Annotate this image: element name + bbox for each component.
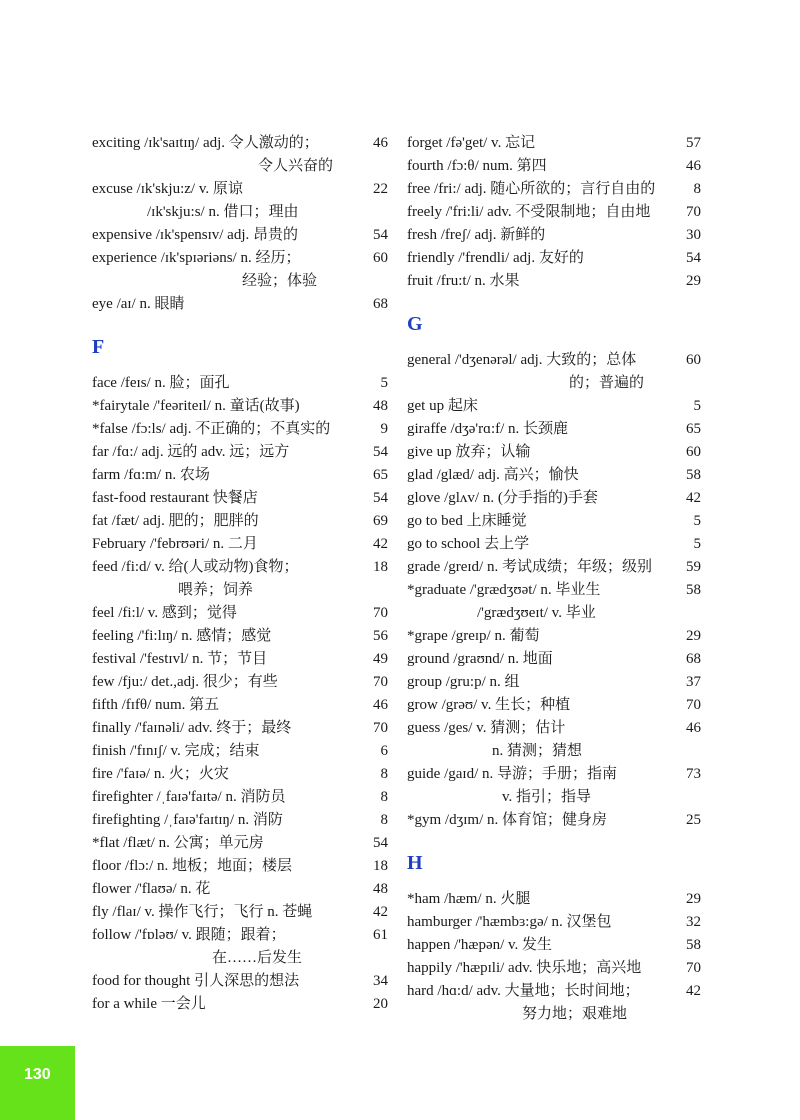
- entry-page-number: 58: [686, 582, 701, 598]
- entry-page-number: 70: [686, 204, 701, 220]
- entry-text: eye /aɪ/ n. 眼睛: [92, 296, 185, 312]
- glossary-entry: [407, 888, 701, 911]
- entry-page-number: 61: [373, 927, 388, 943]
- glossary-entry: [407, 247, 701, 270]
- entry-text: glad /glæd/ adj. 高兴；愉快: [407, 467, 579, 483]
- entry-page-number: 9: [380, 421, 388, 437]
- glossary-entry: [407, 270, 701, 293]
- glossary-entry: [407, 648, 701, 671]
- glossary-entry: [407, 934, 701, 957]
- entry-page-number: 54: [373, 227, 388, 243]
- entry-text: go to bed 上床睡觉: [407, 513, 527, 529]
- glossary-entry: [407, 349, 701, 395]
- entry-text: giraffe /dʒə'rɑ:f/ n. 长颈鹿: [407, 421, 569, 437]
- entry-page-number: 48: [373, 398, 388, 414]
- glossary-entry: [92, 556, 388, 602]
- glossary-entry: [407, 763, 701, 809]
- entry-text: happily /'hæpɪli/ adv. 快乐地；高兴地: [407, 960, 642, 976]
- entry-text: fast-food restaurant 快餐店: [92, 490, 258, 506]
- entry-text: friendly /'frendli/ adj. 友好的: [407, 250, 584, 266]
- entry-page-number: 60: [686, 444, 701, 460]
- entry-page-number: 70: [686, 960, 701, 976]
- glossary-entry: [92, 924, 388, 970]
- entry-page-number: 57: [686, 135, 701, 151]
- glossary-entry: [92, 740, 388, 763]
- entry-continuation: 在……后发生: [212, 950, 303, 966]
- entry-text: expensive /ɪk'spensɪv/ adj. 昂贵的: [92, 227, 299, 243]
- glossary-entry: [407, 155, 701, 178]
- section-letter-g: G: [407, 313, 423, 335]
- glossary-entry: [92, 763, 388, 786]
- glossary-entry: [407, 441, 701, 464]
- entry-text: hard /hɑ:d/ adv. 大量地；长时间地；: [407, 983, 640, 999]
- glossary-entry: [92, 441, 388, 464]
- glossary-entry: [407, 224, 701, 247]
- glossary-entry: [407, 671, 701, 694]
- entry-page-number: 18: [373, 858, 388, 874]
- entry-page-number: 46: [373, 135, 388, 151]
- entry-page-number: 8: [380, 789, 388, 805]
- entry-page-number: 58: [686, 467, 701, 483]
- entry-page-number: 70: [373, 720, 388, 736]
- glossary-entry: [92, 395, 388, 418]
- glossary-entry: [92, 878, 388, 901]
- entry-text: face /feɪs/ n. 脸；面孔: [92, 375, 230, 391]
- entry-page-number: 5: [693, 513, 701, 529]
- entry-page-number: 54: [373, 835, 388, 851]
- entry-page-number: 58: [686, 937, 701, 953]
- glossary-entry: [92, 418, 388, 441]
- entry-page-number: 65: [373, 467, 388, 483]
- entry-text: fly /flaɪ/ v. 操作飞行；飞行 n. 苍蝇: [92, 904, 313, 920]
- entry-text: few /fju:/ det.,adj. 很少；有些: [92, 674, 278, 690]
- entry-page-number: 68: [686, 651, 701, 667]
- section-letter-f: F: [92, 336, 105, 358]
- entry-text: flower /'flaʊə/ n. 花: [92, 881, 211, 897]
- entry-text: *false /fɔ:ls/ adj. 不正确的；不真实的: [92, 421, 331, 437]
- entry-page-number: 73: [686, 766, 701, 782]
- entry-text: feed /fi:d/ v. 给(人或动物)食物；: [92, 559, 299, 575]
- entry-text: exciting /ɪk'saɪtɪŋ/ adj. 令人激动的；: [92, 135, 319, 151]
- entry-page-number: 42: [686, 490, 701, 506]
- entry-text: festival /'festɪvl/ n. 节；节目: [92, 651, 268, 667]
- entry-text: guide /gaɪd/ n. 导游；手册；指南: [407, 766, 617, 782]
- glossary-entry: [407, 464, 701, 487]
- entry-text: go to school 去上学: [407, 536, 530, 552]
- entry-page-number: 49: [373, 651, 388, 667]
- entry-text: food for thought 引人深思的想法: [92, 973, 300, 989]
- entry-page-number: 68: [373, 296, 388, 312]
- entry-page-number: 42: [373, 904, 388, 920]
- entry-text: firefighting /ˌfaɪə'faɪtɪŋ/ n. 消防: [92, 812, 283, 828]
- glossary-entry: [92, 809, 388, 832]
- entry-page-number: 48: [373, 881, 388, 897]
- entry-text: happen /'hæpən/ v. 发生: [407, 937, 553, 953]
- entry-page-number: 54: [373, 444, 388, 460]
- entry-continuation: 的；普遍的: [569, 375, 645, 391]
- entry-page-number: 70: [373, 674, 388, 690]
- glossary-entry: [92, 533, 388, 556]
- entry-page-number: 30: [686, 227, 701, 243]
- entry-text: *flat /flæt/ n. 公寓；单元房: [92, 835, 264, 851]
- entry-page-number: 20: [373, 996, 388, 1012]
- entry-page-number: 32: [686, 914, 701, 930]
- entry-text: general /'dʒenərəl/ adj. 大致的；总体: [407, 352, 637, 368]
- entry-text: fruit /fru:t/ n. 水果: [407, 273, 520, 289]
- entry-text: feel /fi:l/ v. 感到；觉得: [92, 605, 237, 621]
- glossary-entry: [92, 293, 388, 316]
- entry-text: finish /'fɪnɪʃ/ v. 完成；结束: [92, 743, 260, 759]
- entry-page-number: 5: [693, 536, 701, 552]
- entry-page-number: 70: [686, 697, 701, 713]
- glossary-entry: [92, 648, 388, 671]
- glossary-entry: [92, 970, 388, 993]
- entry-page-number: 8: [380, 766, 388, 782]
- entry-text: *fairytale /'feəriteɪl/ n. 童话(故事): [92, 398, 300, 414]
- entry-text: get up 起床: [407, 398, 478, 414]
- glossary-entry: [92, 510, 388, 533]
- right-column: [407, 132, 701, 1026]
- entry-continuation: /ɪk'skju:s/ n. 借口；理由: [147, 204, 299, 220]
- glossary-entry: [92, 625, 388, 648]
- entry-text: far /fɑ:/ adj. 远的 adv. 远；远方: [92, 444, 290, 460]
- entry-text: *grape /greɪp/ n. 葡萄: [407, 628, 540, 644]
- entry-page-number: 56: [373, 628, 388, 644]
- glossary-entry: [407, 201, 701, 224]
- entry-page-number: 18: [373, 559, 388, 575]
- entry-page-number: 37: [686, 674, 701, 690]
- glossary-entry: [407, 957, 701, 980]
- entry-text: fat /fæt/ adj. 肥的；肥胖的: [92, 513, 259, 529]
- entry-page-number: 60: [373, 250, 388, 266]
- glossary-entry: [407, 395, 701, 418]
- glossary-entry: [92, 602, 388, 625]
- glossary-entry: [407, 625, 701, 648]
- entry-text: fifth /fɪfθ/ num. 第五: [92, 697, 220, 713]
- entry-text: floor /flɔ:/ n. 地板；地面；楼层: [92, 858, 292, 874]
- entry-page-number: 29: [686, 891, 701, 907]
- entry-page-number: 5: [693, 398, 701, 414]
- entry-text: experience /ɪk'spɪəriəns/ n. 经历；: [92, 250, 301, 266]
- entry-text: excuse /ɪk'skju:z/ v. 原谅: [92, 181, 243, 197]
- entry-continuation: 经验；体验: [242, 273, 318, 289]
- glossary-entry: [92, 178, 388, 224]
- glossary-entry: [407, 510, 701, 533]
- entry-page-number: 59: [686, 559, 701, 575]
- entry-text: firefighter /ˌfaɪə'faɪtə/ n. 消防员: [92, 789, 286, 805]
- entry-text: hamburger /'hæmbɜ:gə/ n. 汉堡包: [407, 914, 612, 930]
- entry-text: *ham /hæm/ n. 火腿: [407, 891, 531, 907]
- glossary-entry: [92, 464, 388, 487]
- glossary-entry: [92, 901, 388, 924]
- glossary-entry: [92, 855, 388, 878]
- glossary-entry: [92, 993, 388, 1016]
- entry-text: grade /greɪd/ n. 考试成绩；年级；级别: [407, 559, 652, 575]
- entry-text: *graduate /'grædʒʊət/ n. 毕业生: [407, 582, 601, 598]
- entry-page-number: 6: [380, 743, 388, 759]
- entry-text: guess /ges/ v. 猜测；估计: [407, 720, 566, 736]
- glossary-entry: [407, 694, 701, 717]
- entry-page-number: 29: [686, 628, 701, 644]
- entry-text: February /'febrʊəri/ n. 二月: [92, 536, 258, 552]
- entry-page-number: 46: [686, 158, 701, 174]
- entry-text: fire /'faɪə/ n. 火；火灾: [92, 766, 229, 782]
- glossary-entry: [92, 224, 388, 247]
- glossary-entry: [407, 132, 701, 155]
- entry-page-number: 5: [380, 375, 388, 391]
- glossary-entry: [92, 786, 388, 809]
- entry-page-number: 42: [373, 536, 388, 552]
- entry-text: free /fri:/ adj. 随心所欲的；言行自由的: [407, 181, 656, 197]
- glossary-entry: [407, 556, 701, 579]
- entry-page-number: 22: [373, 181, 388, 197]
- entry-continuation: /'grædʒʊeɪt/ v. 毕业: [477, 605, 596, 621]
- entry-page-number: 46: [686, 720, 701, 736]
- entry-text: grow /grəʊ/ v. 生长；种植: [407, 697, 571, 713]
- entry-text: fresh /freʃ/ adj. 新鲜的: [407, 227, 546, 243]
- glossary-entry: [407, 487, 701, 510]
- entry-text: ground /graʊnd/ n. 地面: [407, 651, 553, 667]
- glossary-entry: [407, 980, 701, 1026]
- entry-text: forget /fə'get/ v. 忘记: [407, 135, 536, 151]
- glossary-entry: [407, 533, 701, 556]
- glossary-entry: [407, 178, 701, 201]
- glossary-entry: [92, 717, 388, 740]
- section-letter-h: H: [407, 852, 423, 874]
- entry-continuation: 努力地；艰难地: [522, 1006, 628, 1022]
- entry-page-number: 8: [380, 812, 388, 828]
- entry-page-number: 69: [373, 513, 388, 529]
- glossary-entry: [92, 832, 388, 855]
- entry-continuation: v. 指引；指导: [502, 789, 592, 805]
- entry-page-number: 42: [686, 983, 701, 999]
- entry-text: for a while 一会儿: [92, 996, 206, 1012]
- entry-page-number: 54: [373, 490, 388, 506]
- entry-page-number: 54: [686, 250, 701, 266]
- glossary-entry: [92, 372, 388, 395]
- glossary-entry: [92, 487, 388, 510]
- entry-text: feeling /'fi:lɪŋ/ n. 感情；感觉: [92, 628, 272, 644]
- entry-page-number: 25: [686, 812, 701, 828]
- glossary-entry: [407, 418, 701, 441]
- entry-continuation: 喂养；饲养: [178, 582, 254, 598]
- entry-text: give up 放弃；认输: [407, 444, 531, 460]
- entry-text: fourth /fɔ:θ/ num. 第四: [407, 158, 547, 174]
- entry-text: farm /fɑ:m/ n. 农场: [92, 467, 210, 483]
- glossary-entry: [92, 247, 388, 293]
- entry-page-number: 34: [373, 973, 388, 989]
- glossary-entry: [92, 694, 388, 717]
- glossary-entry: [92, 671, 388, 694]
- entry-continuation: 令人兴奋的: [258, 158, 334, 174]
- glossary-entry: [92, 132, 388, 178]
- glossary-entry: [407, 579, 701, 625]
- left-column: [92, 132, 388, 1016]
- entry-text: finally /'faɪnəli/ adv. 终于；最终: [92, 720, 292, 736]
- entry-text: glove /glʌv/ n. (分手指的)手套: [407, 490, 598, 506]
- entry-text: group /gru:p/ n. 组: [407, 674, 520, 690]
- entry-page-number: 8: [693, 181, 701, 197]
- entry-page-number: 70: [373, 605, 388, 621]
- glossary-entry: [407, 717, 701, 763]
- glossary-entry: [407, 809, 701, 832]
- page-number: 130: [24, 1066, 51, 1083]
- entry-continuation: n. 猜测；猜想: [492, 743, 583, 759]
- glossary-entry: [407, 911, 701, 934]
- entry-page-number: 65: [686, 421, 701, 437]
- entry-page-number: 29: [686, 273, 701, 289]
- entry-page-number: 46: [373, 697, 388, 713]
- entry-page-number: 60: [686, 352, 701, 368]
- entry-text: freely /'fri:li/ adv. 不受限制地；自由地: [407, 204, 651, 220]
- entry-text: *gym /dʒɪm/ n. 体育馆；健身房: [407, 812, 607, 828]
- entry-text: follow /'fɒləʊ/ v. 跟随；跟着；: [92, 927, 286, 943]
